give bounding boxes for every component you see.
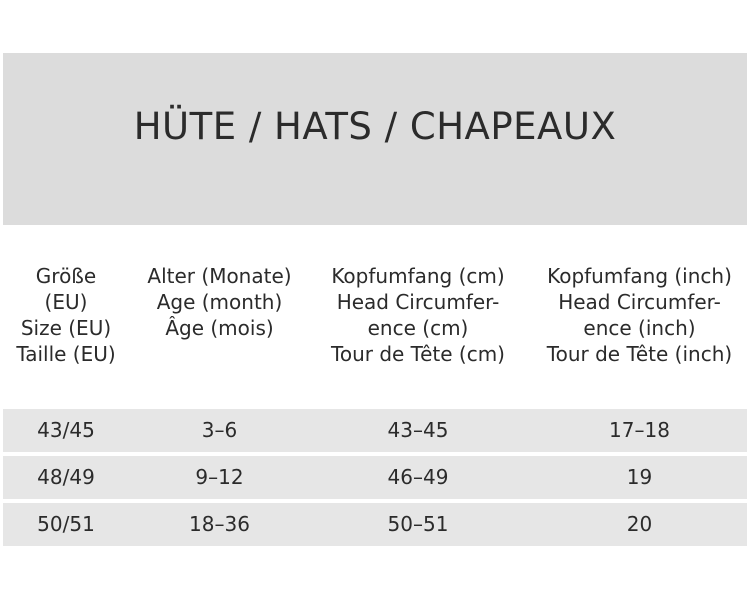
cell-head-inch: 20 <box>626 512 653 536</box>
column-header-line: Size (EU) <box>20 316 112 340</box>
table-row <box>3 503 747 546</box>
cell-age: 3–6 <box>201 418 238 442</box>
column-header-line: Tour de Tête (inch) <box>546 342 733 366</box>
cell-age: 9–12 <box>195 465 244 489</box>
cell-size: 43/45 <box>37 418 95 442</box>
column-header-line: Kopfumfang (inch) <box>547 264 732 288</box>
column-header-line: Größe <box>35 264 97 288</box>
column-header-line: Age (month) <box>156 290 283 314</box>
column-header-head-inch <box>529 263 750 367</box>
cell-head-inch: 17–18 <box>609 418 670 442</box>
column-header-age <box>132 263 307 341</box>
page-title: HÜTE / HATS / CHAPEAUX <box>133 105 617 148</box>
column-header-line: Âge (mois) <box>165 316 274 340</box>
column-header-line: Taille (EU) <box>16 342 116 366</box>
column-header-line: Head Circumfer- <box>336 290 500 314</box>
column-header-head-cm <box>307 263 529 367</box>
cell-size: 48/49 <box>37 465 95 489</box>
column-header-line: (EU) <box>44 290 88 314</box>
column-header-line: Head Circumfer- <box>558 290 721 314</box>
cell-head-cm: 43–45 <box>387 418 449 442</box>
cell-head-cm: 50–51 <box>387 512 449 536</box>
column-header-line: Alter (Monate) <box>147 264 292 288</box>
column-header-line: ence (inch) <box>583 316 696 340</box>
table-row <box>3 409 747 452</box>
cell-head-cm: 46–49 <box>387 465 449 489</box>
column-header-line: Tour de Tête (cm) <box>331 342 505 366</box>
column-header-line: Kopfumfang (cm) <box>331 264 505 288</box>
cell-head-inch: 19 <box>626 465 653 489</box>
cell-size: 50/51 <box>37 512 95 536</box>
column-header-line: ence (cm) <box>367 316 469 340</box>
cell-age: 18–36 <box>189 512 250 536</box>
table-row <box>3 456 747 499</box>
column-header-size <box>0 263 132 367</box>
